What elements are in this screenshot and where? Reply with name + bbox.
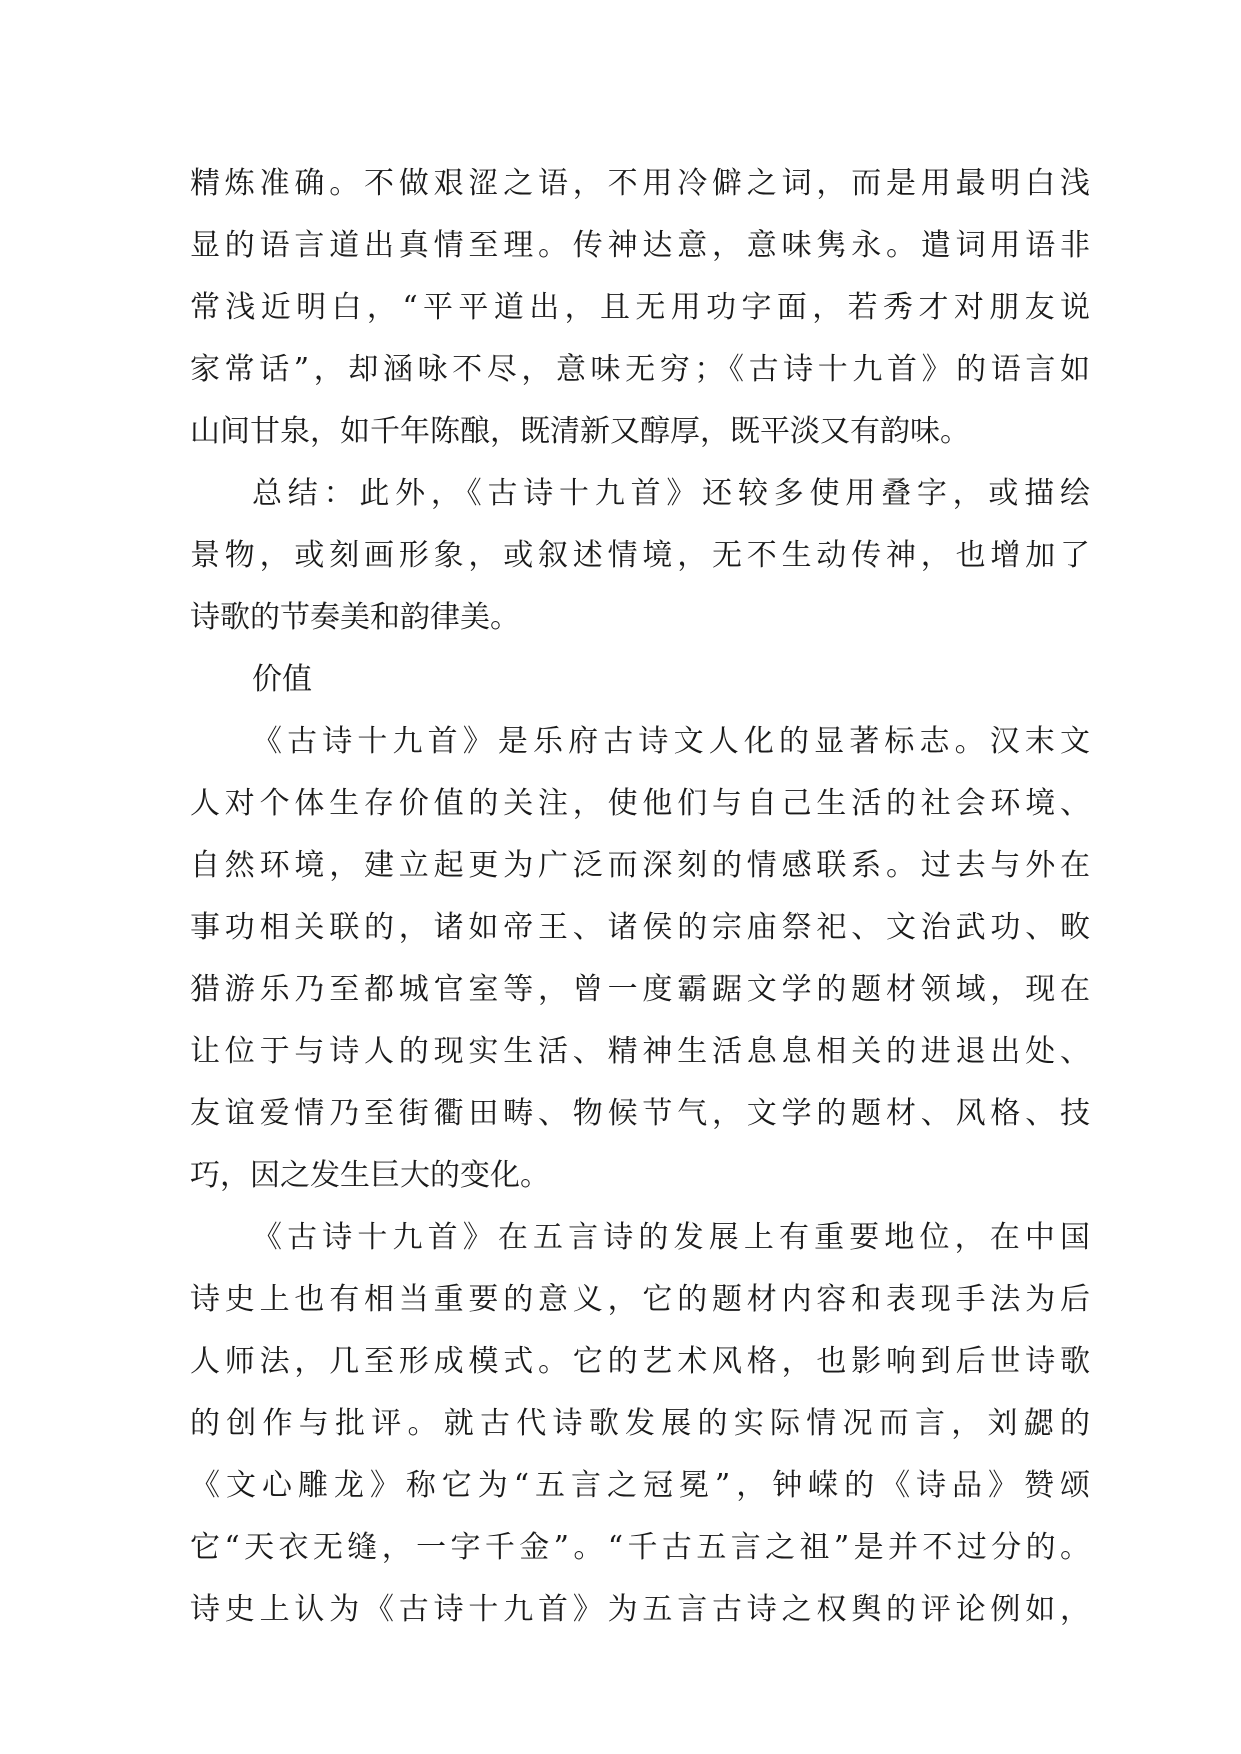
- value-paragraph-2: [190, 1207, 1090, 1641]
- text-line: 总结：此外，《古诗十九首》还较多使用叠字，或描绘: [252, 476, 1090, 511]
- text-line: 《文心雕龙》称它为“五言之冠冕”，钟嵘的《诗品》赞颂: [190, 1468, 1090, 1503]
- section-heading-value: [190, 649, 1090, 711]
- text-line: 猎游乐乃至都城官室等，曾一度霸踞文学的题材领域，现在: [190, 972, 1090, 1007]
- language-paragraph: [190, 153, 1090, 463]
- value-paragraph-1: [190, 711, 1090, 1207]
- text-line: 显的语言道出真情至理。传神达意，意味隽永。遣词用语非: [190, 228, 1090, 263]
- text-line: 人师法，几至形成模式。它的艺术风格，也影响到后世诗歌: [190, 1344, 1090, 1379]
- summary-paragraph: [190, 463, 1090, 649]
- text-line: 价值: [252, 662, 312, 697]
- text-line: 精炼准确。不做艰涩之语，不用冷僻之词，而是用最明白浅: [190, 166, 1090, 201]
- text-line: 诗史上也有相当重要的意义，它的题材内容和表现手法为后: [190, 1282, 1090, 1317]
- text-line: 友谊爱情乃至街衢田畴、物候节气，文学的题材、风格、技: [190, 1096, 1090, 1131]
- text-line: 的创作与批评。就古代诗歌发展的实际情况而言，刘勰的: [190, 1406, 1090, 1441]
- text-line: 诗歌的节奏美和韵律美。: [190, 600, 520, 635]
- body-text: [190, 153, 1090, 1641]
- text-line: 自然环境，建立起更为广泛而深刻的情感联系。过去与外在: [190, 848, 1090, 883]
- text-line: 巧，因之发生巨大的变化。: [190, 1158, 550, 1193]
- text-line: 让位于与诗人的现实生活、精神生活息息相关的进退出处、: [190, 1034, 1090, 1069]
- text-line: 景物，或刻画形象，或叙述情境，无不生动传神，也增加了: [190, 538, 1090, 573]
- text-line: 常浅近明白，“平平道出，且无用功字面，若秀才对朋友说: [190, 290, 1090, 325]
- text-line: 《古诗十九首》是乐府古诗文人化的显著标志。汉末文: [252, 724, 1090, 759]
- text-line: 家常话”，却涵咏不尽，意味无穷；《古诗十九首》的语言如: [190, 352, 1090, 387]
- text-line: 诗史上认为《古诗十九首》为五言古诗之权舆的评论例如，: [190, 1592, 1090, 1627]
- text-line: 人对个体生存价值的关注，使他们与自己生活的社会环境、: [190, 786, 1090, 821]
- text-line: 它“天衣无缝，一字千金”。“千古五言之祖”是并不过分的。: [190, 1530, 1090, 1565]
- text-line: 《古诗十九首》在五言诗的发展上有重要地位，在中国: [252, 1220, 1090, 1255]
- text-line: 事功相关联的，诸如帝王、诸侯的宗庙祭祀、文治武功、畋: [190, 910, 1090, 945]
- text-line: 山间甘泉，如千年陈酿，既清新又醇厚，既平淡又有韵味。: [190, 414, 970, 449]
